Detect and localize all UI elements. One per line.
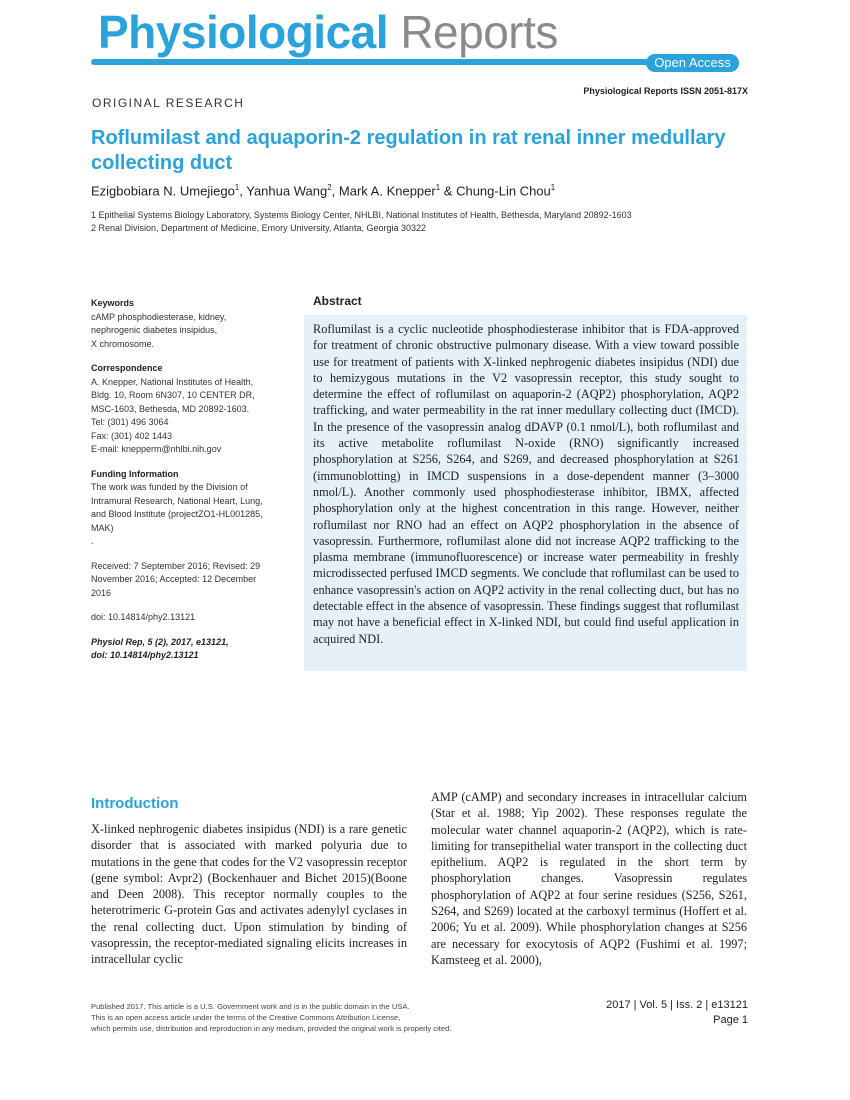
author-name: Chung-Lin Chou: [456, 183, 551, 199]
keywords-line: cAMP phosphodiesterase, kidney,: [91, 311, 227, 322]
journal-name-part1: Physiological: [98, 6, 389, 58]
dates-line: November 2016; Accepted: 12 December: [91, 574, 257, 584]
article-info-sidebar: [91, 297, 287, 663]
dates-line: Received: 7 September 2016; Revised: 29: [91, 560, 261, 571]
page-number: Page 1: [713, 1014, 748, 1026]
funding-line: MAK): [91, 522, 114, 533]
affiliation: 2 Renal Division, Department of Medicine, Emory University, Atlanta, Georgia 30322: [91, 223, 426, 233]
affiliation: 1 Epithelial Systems Biology Laboratory, Systems Biology Center, NHLBI, National Institutes of Health, Bethesda, Maryland 20892-1603: [91, 210, 632, 220]
abstract-heading: Abstract: [313, 294, 362, 308]
author-name: Mark A. Knepper: [338, 183, 436, 199]
author-affiliation-marker: 1: [435, 183, 441, 192]
author-list: Ezigbobiara N. Umejiego$^1$, Yanhua Wang$^2$, Mark A. Knepper$^1$ & Chung-Lin Chou$^1$: [91, 183, 556, 199]
keywords-line: nephrogenic diabetes insipidus,: [91, 325, 218, 335]
journal-name-part2: Reports: [400, 6, 558, 58]
keywords-heading: Keywords: [91, 298, 135, 308]
introduction-text-column-1: X-linked nephrogenic diabetes insipidus (NDI) is a rare genetic disorder that is associated with marked polyuria due to mutations in the gene that codes for the V2 vasopressin receptor (gene symbol: Avpr2) (Bockenhauer and Bichet 2015)(Boone and Deen 2008). This receptor normally couples to the heterotrimeric G-protein Gαs and activates adenylyl cyclases in the renal collecting duct. Upon stimulation by binding of vasopressin, the receptor-mediated signaling elicits increases in intracellular cyclic: [91, 822, 407, 967]
correspondence-email[interactable]: E-mail: knepperm@nhlbi.nih.gov: [91, 444, 222, 454]
correspondence-line: MSC-1603, Bethesda, MD 20892-1603.: [91, 403, 250, 414]
funding-line: Intramural Research, National Heart, Lung,: [91, 495, 263, 506]
issue-volume: 2017 | Vol. 5 | Iss. 2 | e13121: [606, 999, 748, 1011]
journal-logo: [98, 2, 558, 62]
correspondence-line: A. Knepper, National Institutes of Health,: [91, 376, 254, 387]
abstract-box: [304, 315, 747, 671]
doi-link[interactable]: doi: 10.14814/phy2.13121: [91, 612, 196, 622]
open-access-badge[interactable]: Open Access: [646, 54, 739, 72]
dates-line: 2016: [91, 587, 112, 598]
introduction-heading: Introduction: [91, 795, 179, 812]
license-notice: [91, 1001, 551, 1034]
funding-line: .: [91, 536, 94, 546]
author-affiliation-marker: 1: [234, 183, 240, 192]
author-affiliation-marker: 2: [327, 183, 332, 192]
license-line: This is an open access article under the terms of the Creative Commons Attribution License,: [91, 1013, 401, 1022]
issn-label: Physiological Reports ISSN 2051-817X: [583, 86, 748, 96]
author-name: Yanhua Wang: [246, 183, 328, 199]
article-title: Roflumilast and aquaporin-2 regulation in rat renal inner medullary collecting duct: [91, 127, 726, 174]
funding-line: and Blood Institute (projectZO1-HL001285,: [91, 509, 263, 519]
correspondence-phone: Tel: (301) 496 3064: [91, 417, 169, 427]
correspondence-fax: Fax: (301) 402 1443: [91, 430, 173, 441]
correspondence-heading: Correspondence: [91, 363, 163, 373]
license-line: Published 2017. This article is a U.S. Government work and is in the public domain in the USA.: [91, 1002, 410, 1011]
section-label: ORIGINAL RESEARCH: [92, 96, 245, 110]
issue-info: [606, 998, 748, 1028]
keywords-line: X chromosome.: [91, 338, 155, 349]
author-affiliation-marker: 1: [550, 183, 556, 192]
citation-line: doi: 10.14814/phy2.13121: [91, 650, 199, 660]
license-line: which permits use, distribution and reproduction in any medium, provided the original work is properly cited.: [91, 1024, 452, 1033]
citation-line: Physiol Rep, 5 (2), 2017, e13121,: [91, 636, 229, 647]
funding-line: The work was funded by the Division of: [91, 482, 248, 492]
author-name: Ezigbobiara N. Umejiego: [91, 183, 235, 199]
introduction-text-column-2: AMP (cAMP) and secondary increases in intracellular calcium (Star et al. 1988; Yip 2002). These responses regulate the molecular water channel aquaporin-2 (AQP2), which is rate-limiting for transepithelial water transport in the collecting duct epithelium. AQP2 is regulated in the short term by phosphorylation changes. Vasopressin regulates phosphorylation of AQP2 at four serine residues (S256, S261, S264, and S269) located at the carboxyl terminus (Hoffert et al. 2006; Yu et al. 2009). While phosphorylation changes at S256 are necessary for exocytosis of AQP2 (Fushimi et al. 1997; Kamsteeg et al. 2000),: [431, 790, 747, 967]
funding-heading: Funding Information: [91, 468, 179, 479]
abstract-text: Roflumilast is a cyclic nucleotide phosphodiesterase inhibitor that is FDA-approved for treatment of chronic obstructive pulmonary disease. With a view toward possible use for treatment of patients with X-linked nephrogenic diabetes insipidus (NDI) due to hemizygous mutations in the V2 vasopressin receptor, this study sought to determine the effect of roflumilast on aquaporin-2 (AQP2) phosphorylation, AQP2 trafficking, and water permeability in the rat inner medullary collecting duct (IMCD). In the presence of the vasopressin analog dDAVP (0.1 nmol/L), both roflumilast and its active metabolite roflumilast N-oxide (RNO) significantly increased phosphorylation at S256, S264, and S269, and decreased phosphorylation at S261 (immunoblotting) in IMCD suspensions in a dose-dependent manner (3–3000 nmol/L). Another commonly used phosphodiesterase inhibitor, IBMX, affected phosphorylation only at the highest concentration in this range. However, neither roflumilast nor RNO had an effect on AQP2 phosphorylation in the absence of vasopressin. Furthermore, roflumilast alone did not increase AQP2 trafficking to the plasma membrane (immunofluorescence) or increase water permeability in freshly microdissected perfused IMCD segments. We conclude that roflumilast can be used to enhance vasopressin's action on AQP2 activity in the renal collecting duct, but has no detectable effect in the absence of vasopressin. These findings suggest that roflumilast may not have a beneficial effect in X-linked NDI, but could find useful application in acquired NDI.: [313, 322, 739, 646]
correspondence-line: Bldg. 10, Room 6N307, 10 CENTER DR,: [91, 390, 255, 400]
masthead-rule: [91, 59, 649, 65]
